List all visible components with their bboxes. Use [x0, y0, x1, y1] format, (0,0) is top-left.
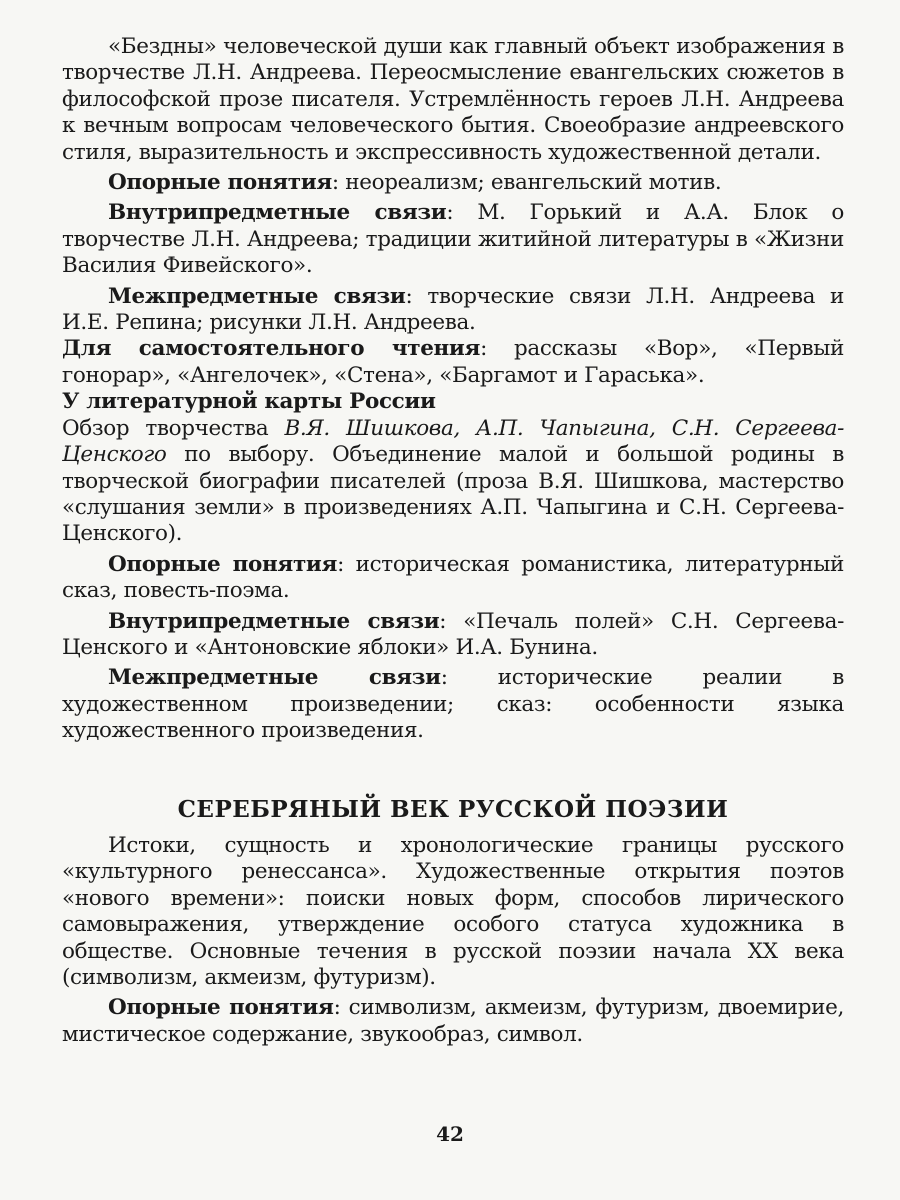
- literary-map-inner-links-paragraph: [62, 609, 844, 662]
- inter-links-text: : исторические реалии в художественном произведении; сказ: особенности языка художественного произведения.: [62, 665, 845, 744]
- page-number: 42: [436, 1122, 464, 1146]
- page-body: [62, 34, 844, 1048]
- concepts-label: Опорные понятия: [108, 170, 332, 196]
- reading-text: : рассказы «Вор», «Первый гонорар», «Ангелочек», «Стена», «Баргамот и Гараська».: [62, 336, 844, 388]
- andreev-concepts-paragraph: [62, 170, 844, 196]
- section-title: СЕРЕБРЯНЫЙ ВЕК РУССКОЙ ПОЭЗИИ: [177, 795, 729, 823]
- literary-map-overview-paragraph: [62, 416, 844, 548]
- silver-age-concepts-paragraph: [62, 995, 844, 1048]
- concepts-text: : неореализм; евангельский мотив.: [331, 170, 722, 196]
- andreev-inter-links-paragraph: [62, 284, 844, 337]
- inter-links-label: Межпредметные связи: [108, 283, 406, 309]
- literary-map-inter-links-paragraph: [62, 665, 844, 744]
- inter-links-text: : творческие связи Л.Н. Андреева и И.Е. Репина; рисунки Л.Н. Андреева.: [62, 283, 844, 336]
- concepts-label: Опорные понятия: [108, 995, 334, 1021]
- andreev-overview-paragraph: «Бездны» человеческой души как главный объект изображения в творчестве Л.Н. Андреева. Переосмысление евангельских сюжетов в философской прозе писателя. Устремлённость героев Л.Н. Андреева к вечным вопросам человеческого бытия. Своеобразие андреевского стиля, выразительность и экспрессивность художественной детали.: [62, 34, 844, 165]
- literary-map-heading: У литературной карты России: [62, 389, 436, 415]
- inter-links-label: Межпредметные связи: [108, 665, 441, 691]
- inner-links-text: : М. Горький и А.А. Блок о творчестве Л.Н. Андреева; традиции житийной литературы в «Жизни Василия Фивейского».: [62, 200, 844, 279]
- overview-authors: В.Я. Шишкова, А.П. Чапыгина, С.Н. Сергеева-Ценского: [62, 415, 844, 468]
- reading-label: Для самостоятельного чтения: [62, 336, 481, 362]
- literary-map-concepts-paragraph: [62, 552, 844, 605]
- overview-text: по выбору. Объединение малой и большой родины в творческой биографии писателей (проза В.Я. Шишкова, мастерство «слушания земли» в произведениях А.П. Чапыгина и С.Н. Сергеева-Ценского).: [62, 442, 844, 547]
- andreev-reading-paragraph: [62, 336, 844, 389]
- silver-age-overview-paragraph: Истоки, сущность и хронологические границы русского «культурного ренессанса». Художественные открытия поэтов «нового времени»: поиски новых форм, способов лирического самовыражения, утверждение особого статуса художника в обществе. Основные течения в русской поэзии начала XX века (символизм, акмеизм, футуризм).: [62, 832, 844, 990]
- concepts-text: : историческая романистика, литературный сказ, повесть-поэма.: [62, 551, 844, 604]
- andreev-inner-links-paragraph: [62, 200, 844, 279]
- inner-links-text: : «Печаль полей» С.Н. Сергеева-Ценского и «Антоновские яблоки» И.А. Бунина.: [62, 608, 844, 660]
- overview-prefix: Обзор творчества: [62, 415, 285, 441]
- concepts-text: : символизм, акмеизм, футуризм, двоемирие, мистическое содержание, звукообраз, символ.: [62, 995, 844, 1047]
- inner-links-label: Внутрипредметные связи: [108, 200, 447, 226]
- concepts-label: Опорные понятия: [108, 551, 338, 577]
- inner-links-label: Внутрипредметные связи: [108, 608, 440, 634]
